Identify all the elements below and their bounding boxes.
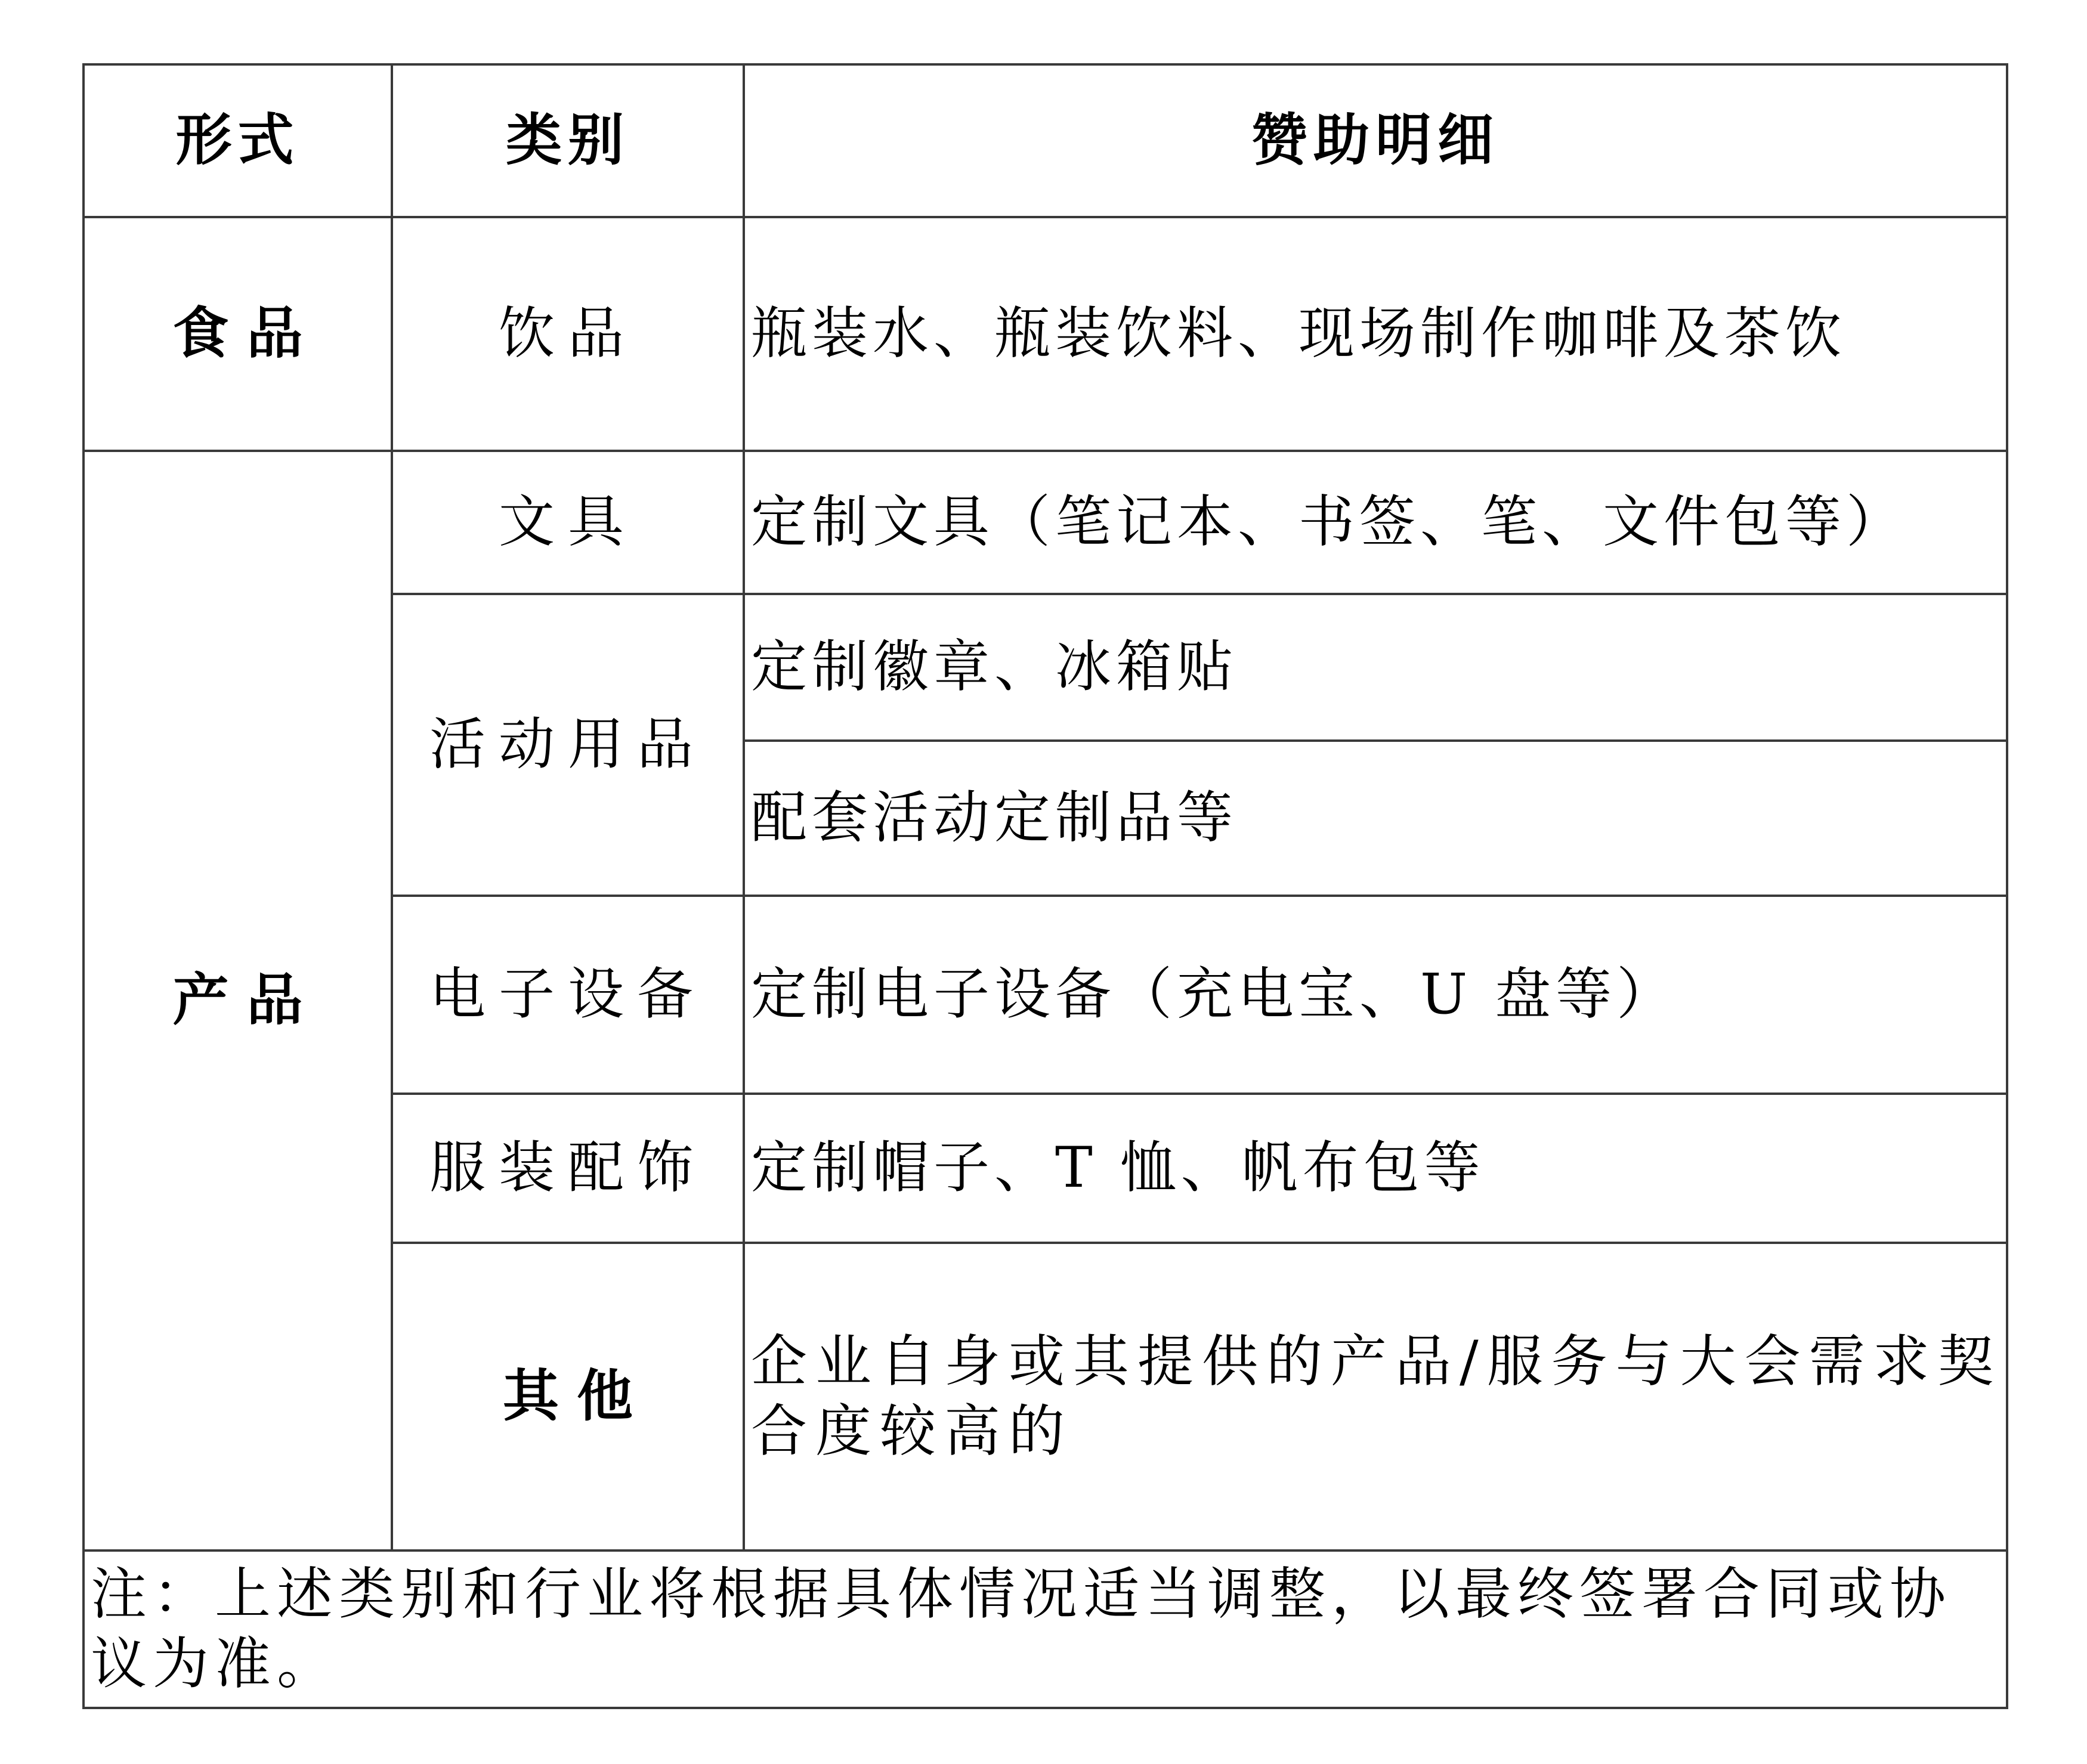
header-category: 类别 <box>392 64 744 217</box>
category-apparel: 服装配饰 <box>392 1094 744 1243</box>
detail-event-supplies-2: 配套活动定制品等 <box>744 741 2007 896</box>
category-event-supplies: 活动用品 <box>392 594 744 896</box>
form-product: 产品 <box>84 451 392 1551</box>
detail-stationery: 定制文具（笔记本、书签、笔、文件包等） <box>744 451 2007 594</box>
detail-apparel: 定制帽子、T 恤、帆布包等 <box>744 1094 2007 1243</box>
table-row-note <box>84 1551 2007 1708</box>
header-form: 形式 <box>84 64 392 217</box>
table-row-stationery <box>84 451 2007 594</box>
sponsorship-table <box>82 63 2008 1709</box>
detail-drinks: 瓶装水、瓶装饮料、现场制作咖啡及茶饮 <box>744 217 2007 451</box>
form-other: 其他 <box>392 1243 744 1551</box>
form-food: 食品 <box>84 217 392 451</box>
table-note: 注：上述类别和行业将根据具体情况适当调整，以最终签署合同或协议为准。 <box>84 1551 2007 1708</box>
detail-event-supplies-1: 定制徽章、冰箱贴 <box>744 594 2007 741</box>
category-drinks: 饮品 <box>392 217 744 451</box>
header-row <box>84 64 2007 217</box>
header-detail: 赞助明细 <box>744 64 2007 217</box>
category-stationery: 文具 <box>392 451 744 594</box>
category-electronics: 电子设备 <box>392 896 744 1094</box>
detail-electronics: 定制电子设备（充电宝、U 盘等） <box>744 896 2007 1094</box>
detail-other: 企业自身或其提供的产品/服务与大会需求契合度较高的 <box>744 1243 2007 1551</box>
table-row-food <box>84 217 2007 451</box>
